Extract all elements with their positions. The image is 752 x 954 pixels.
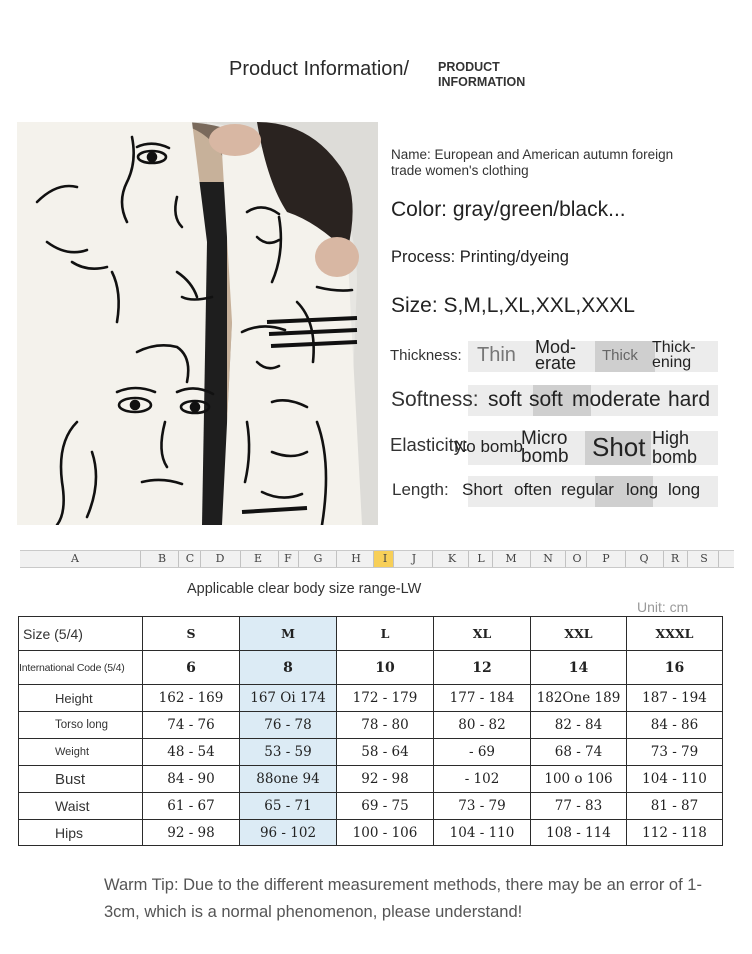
column-separator bbox=[492, 551, 493, 567]
measure-value: - 69 bbox=[434, 739, 531, 766]
column-separator bbox=[373, 551, 374, 567]
code-row bbox=[19, 651, 723, 685]
size-xl: XL bbox=[434, 617, 531, 651]
size-row bbox=[19, 617, 723, 651]
measure-value: 182One 189 bbox=[531, 685, 627, 712]
column-letter-r: R bbox=[670, 552, 680, 565]
measure-row-weight bbox=[19, 739, 723, 766]
column-separator bbox=[586, 551, 587, 567]
thickness-label: Thickness: bbox=[390, 347, 462, 364]
size-xxxl: XXXL bbox=[627, 617, 723, 651]
measure-value: 104 - 110 bbox=[434, 820, 531, 846]
warm-tip: Warm Tip: Due to the different measurement methods, there may be an error of 1-3cm, which is a normal phenomenon, please understand! bbox=[104, 876, 702, 921]
column-letter-b: B bbox=[157, 552, 167, 565]
column-separator bbox=[718, 551, 719, 567]
spec-size: Size: S,M,L,XL,XXL,XXXL bbox=[391, 294, 635, 317]
code-xl: 12 bbox=[434, 651, 531, 685]
length-long-2: long bbox=[668, 480, 701, 499]
size-row-label: Size (5/4) bbox=[19, 617, 143, 651]
code-l: 10 bbox=[337, 651, 434, 685]
column-letter-c: C bbox=[185, 552, 195, 565]
spec-name: Name: European and American autumn foreign trade women's clothing bbox=[391, 147, 674, 178]
softness-label: Softness: bbox=[391, 388, 479, 411]
measure-value: 73 - 79 bbox=[627, 739, 723, 766]
measure-value: 53 - 59 bbox=[240, 739, 337, 766]
thickness-thick: Thick bbox=[602, 347, 638, 364]
softness-soft-2: soft bbox=[529, 388, 563, 411]
measure-value: 78 - 80 bbox=[337, 712, 434, 739]
measure-value: 167 Oi 174 bbox=[240, 685, 337, 712]
code-xxl: 14 bbox=[531, 651, 627, 685]
length-short: Short bbox=[462, 480, 503, 499]
column-letter-l: L bbox=[477, 552, 485, 565]
measure-value: 73 - 79 bbox=[434, 793, 531, 820]
column-letter-g: G bbox=[313, 552, 323, 565]
measure-value: 74 - 76 bbox=[143, 712, 240, 739]
measure-value: 162 - 169 bbox=[143, 685, 240, 712]
length-long-1: long bbox=[626, 480, 659, 499]
column-separator bbox=[530, 551, 531, 567]
elasticity-high-bomb: High bomb bbox=[652, 428, 698, 467]
measure-value: 48 - 54 bbox=[143, 739, 240, 766]
elasticity-no-bomb: No bomb bbox=[454, 437, 523, 456]
spec-color: Color: gray/green/black... bbox=[391, 198, 626, 221]
elasticity-label: Elasticity: bbox=[390, 434, 469, 455]
product-photo bbox=[17, 122, 378, 525]
column-letter-e: E bbox=[253, 552, 263, 565]
measure-row-torso-long bbox=[19, 712, 723, 739]
page-title: Product Information/ bbox=[229, 58, 410, 80]
measure-value: 177 - 184 bbox=[434, 685, 531, 712]
column-letter-s: S bbox=[700, 552, 708, 565]
code-m: 8 bbox=[240, 651, 337, 685]
column-separator bbox=[468, 551, 469, 567]
column-separator bbox=[565, 551, 566, 567]
measure-value: 82 - 84 bbox=[531, 712, 627, 739]
column-letter-f: F bbox=[284, 552, 292, 565]
measure-value: 69 - 75 bbox=[337, 793, 434, 820]
measure-value: 77 - 83 bbox=[531, 793, 627, 820]
code-row-label: International Code (5/4) bbox=[19, 651, 143, 685]
column-letter-h: H bbox=[351, 552, 361, 565]
thickness-thickening: Thick- ening bbox=[652, 339, 696, 371]
column-separator bbox=[393, 551, 394, 567]
measure-value: 76 - 78 bbox=[240, 712, 337, 739]
size-table bbox=[18, 616, 723, 846]
column-separator bbox=[625, 551, 626, 567]
measure-label: Waist bbox=[19, 793, 143, 820]
column-letter-j: J bbox=[411, 552, 417, 565]
subtitle-line-1: PRODUCT bbox=[438, 60, 500, 74]
measure-label: Bust bbox=[19, 766, 143, 793]
measure-value: - 102 bbox=[434, 766, 531, 793]
code-xxxl: 16 bbox=[627, 651, 723, 685]
page-subtitle bbox=[438, 60, 525, 90]
column-separator bbox=[432, 551, 433, 567]
measure-label: Torso long bbox=[19, 712, 143, 739]
column-letter-a: A bbox=[71, 552, 79, 565]
measure-value: 96 - 102 bbox=[240, 820, 337, 846]
column-letter-d: D bbox=[215, 552, 225, 565]
measure-value: 112 - 118 bbox=[627, 820, 723, 846]
code-s: 6 bbox=[143, 651, 240, 685]
unit-label: Unit: cm bbox=[637, 599, 689, 615]
measure-value: 61 - 67 bbox=[143, 793, 240, 820]
softness-moderate: moderate bbox=[572, 388, 661, 411]
measure-value: 80 - 82 bbox=[434, 712, 531, 739]
size-l: L bbox=[337, 617, 434, 651]
column-separator bbox=[278, 551, 279, 567]
length-often: often bbox=[514, 480, 552, 499]
measure-value: 104 - 110 bbox=[627, 766, 723, 793]
thickness-moderate: Mod- erate bbox=[535, 337, 577, 373]
measure-value: 88one 94 bbox=[240, 766, 337, 793]
measure-label: Weight bbox=[19, 739, 143, 766]
column-separator bbox=[200, 551, 201, 567]
measure-value: 68 - 74 bbox=[531, 739, 627, 766]
size-xxl: XXL bbox=[531, 617, 627, 651]
column-separator bbox=[687, 551, 688, 567]
measure-label: Hips bbox=[19, 820, 143, 846]
measure-row-height bbox=[19, 685, 723, 712]
measure-value: 172 - 179 bbox=[337, 685, 434, 712]
size-s: S bbox=[143, 617, 240, 651]
coat-illustration bbox=[17, 122, 378, 525]
measure-row-hips bbox=[19, 820, 723, 846]
length-regular: regular bbox=[561, 480, 614, 499]
table-title: Applicable clear body size range-LW bbox=[187, 581, 422, 597]
column-separator bbox=[240, 551, 241, 567]
softness-hard: hard bbox=[668, 388, 711, 411]
column-letter-k: K bbox=[447, 552, 457, 565]
length-label: Length: bbox=[392, 480, 449, 499]
measure-value: 81 - 87 bbox=[627, 793, 723, 820]
column-letter-o: O bbox=[572, 552, 582, 565]
column-separator bbox=[140, 551, 141, 567]
measure-value: 108 - 114 bbox=[531, 820, 627, 846]
elasticity-micro-bomb: Micro bomb bbox=[521, 428, 569, 467]
measure-value: 100 o 106 bbox=[531, 766, 627, 793]
column-separator bbox=[663, 551, 664, 567]
measure-value: 58 - 64 bbox=[337, 739, 434, 766]
column-separator bbox=[298, 551, 299, 567]
measure-value: 100 - 106 bbox=[337, 820, 434, 846]
softness-soft-1: soft bbox=[488, 388, 522, 411]
measure-label: Height bbox=[19, 685, 143, 712]
column-letter-n: N bbox=[543, 552, 553, 565]
elasticity-shot: Shot bbox=[592, 432, 646, 462]
spreadsheet-column-header bbox=[20, 550, 734, 568]
size-m: M bbox=[240, 617, 337, 651]
column-letter-q: Q bbox=[639, 552, 649, 565]
column-separator bbox=[178, 551, 179, 567]
subtitle-line-2: INFORMATION bbox=[438, 75, 526, 89]
measure-value: 84 - 86 bbox=[627, 712, 723, 739]
measure-value: 84 - 90 bbox=[143, 766, 240, 793]
measure-value: 65 - 71 bbox=[240, 793, 337, 820]
spec-process: Process: Printing/dyeing bbox=[391, 248, 569, 266]
measure-row-waist bbox=[19, 793, 723, 820]
column-letter-p: P bbox=[602, 552, 610, 565]
column-letter-m: M bbox=[505, 552, 517, 565]
measure-value: 187 - 194 bbox=[627, 685, 723, 712]
column-separator bbox=[336, 551, 337, 567]
measure-value: 92 - 98 bbox=[337, 766, 434, 793]
column-letter-i: I bbox=[382, 552, 388, 565]
thickness-thin: Thin bbox=[477, 344, 516, 366]
measure-value: 92 - 98 bbox=[143, 820, 240, 846]
measure-row-bust bbox=[19, 766, 723, 793]
